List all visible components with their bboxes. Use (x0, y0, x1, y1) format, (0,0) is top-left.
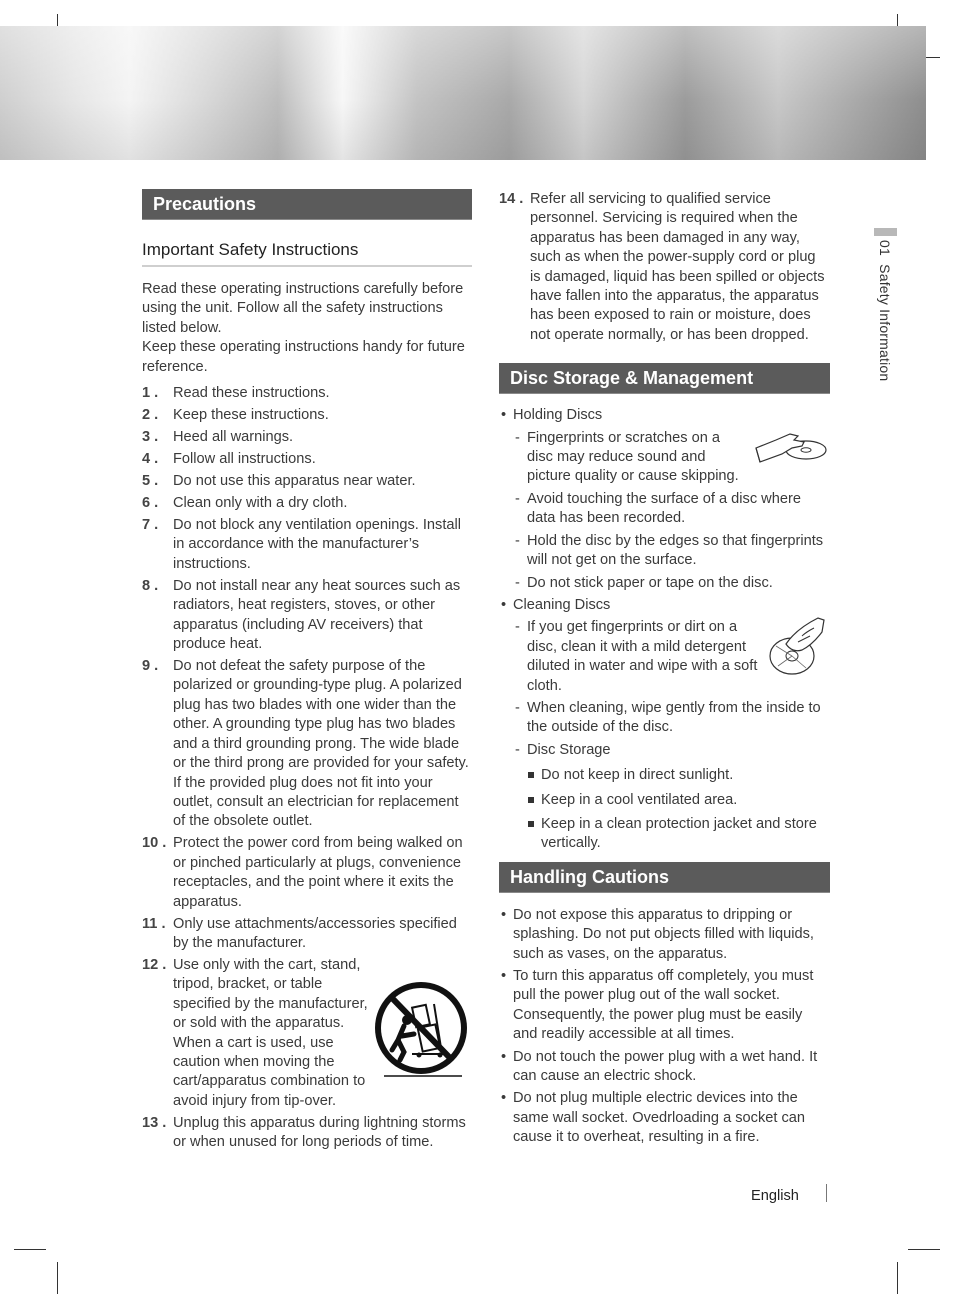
list-item (499, 406, 830, 593)
footer-language: English (751, 1188, 799, 1204)
item-text: Refer all servicing to qualified service personnel. Servicing is required when the apparatus has been damaged in any way, such as when the power-supply cord or plug is damaged, liquid has been spilled or objects have fallen into the apparatus, the apparatus has been exposed to rain or moisture, does not operate normally, or has been dropped. (530, 191, 825, 343)
list-item (513, 618, 830, 696)
list-item (513, 741, 830, 854)
disc-storage-title: Disc Storage & Management (499, 363, 830, 394)
disc-list (499, 406, 830, 854)
chapter-tab-marker (874, 228, 897, 236)
list-item (499, 1048, 830, 1087)
list-item (499, 596, 830, 854)
chapter-number: 01 (877, 240, 893, 256)
intro-paragraph: Keep these operating instructions handy for future reference. (142, 339, 465, 375)
crop-mark (14, 1249, 46, 1250)
item-number: 14 . (499, 191, 524, 207)
item-number: 9 . (142, 658, 159, 675)
list-item (513, 699, 830, 738)
list-item (499, 906, 830, 964)
item-number: 11 . (142, 915, 166, 932)
item-text: Heed all warnings. (173, 429, 294, 446)
item-text: Do not defeat the safety purpose of the polarized or grounding-type plug. A polarized plug has two blades with one wider than the other. A grounding type plug has two blades and a third grounding prong. The wide blade or the third prong are provided for your safety. If the provided plug does not fit into your outlet, consult an electrician for replacement of the obsolete outlet. (173, 658, 469, 830)
right-column (499, 190, 830, 1151)
crop-mark (57, 1262, 58, 1294)
footer-divider (826, 1184, 827, 1202)
item-text: Do not block any ventilation openings. Install in accordance with the manufacturer’s instructions. (173, 517, 461, 572)
list-item (142, 406, 472, 425)
item-text: Do not install near any heat sources such as radiators, heat registers, stoves, or other apparatus (including AV receivers) that produce heat. (173, 577, 461, 653)
safety-list-continued (499, 190, 830, 345)
item-text: Do not expose this apparatus to dripping or splashing. Do not put objects filled with liquids, such as vases, on the apparatus. (513, 906, 814, 962)
list-item (142, 834, 472, 912)
item-number: 6 . (142, 495, 159, 512)
item-text: To turn this apparatus off completely, you must pull the power plug out of the wall socket. Consequently, the power plug must be easily and readily accessible at all times. (513, 968, 814, 1043)
chapter-label (877, 240, 893, 381)
item-number: 10 . (142, 835, 167, 852)
crop-mark (897, 1262, 898, 1294)
item-text: Do not use this apparatus near water. (173, 473, 416, 490)
item-number: 12 . (142, 956, 167, 973)
item-text: Read these instructions. (173, 385, 330, 402)
list-item (513, 532, 830, 571)
disc-storage-list (527, 766, 830, 854)
header-banner (0, 26, 926, 160)
list-item (499, 1089, 830, 1147)
list-item (499, 967, 830, 1045)
list-item (142, 577, 472, 655)
list-item (527, 766, 830, 785)
item-number: 13 . (142, 1114, 167, 1131)
item-text: Keep these instructions. (173, 407, 329, 424)
list-item (513, 490, 830, 529)
item-text: Keep in a cool ventilated area. (541, 791, 738, 808)
list-item (527, 815, 830, 854)
item-number: 5 . (142, 473, 159, 490)
list-item (527, 791, 830, 810)
safety-instructions-heading: Important Safety Instructions (142, 240, 472, 267)
list-item (142, 450, 472, 469)
item-number: 2 . (142, 407, 159, 424)
list-item (142, 516, 472, 574)
disc-storage-label: Disc Storage (527, 741, 611, 758)
list-item (499, 190, 830, 345)
handling-cautions-title: Handling Cautions (499, 862, 830, 893)
intro-paragraph: Read these operating instructions carefully before using the unit. Follow all the safety instructions listed below. (142, 281, 464, 336)
item-text: If you get fingerprints or dirt on a disc, clean it with a mild detergent diluted in water and wipe with a soft cloth. (527, 619, 758, 694)
list-item (513, 574, 830, 593)
holding-discs-label: Holding Discs (513, 407, 603, 424)
item-text: Avoid touching the surface of a disc where data has been recorded. (527, 490, 801, 527)
item-text: Do not plug multiple electric devices into the same wall socket. Ovedrloading a socket can cause it to overheat, resulting in a fire. (513, 1090, 806, 1146)
disc-cleaning-icon (766, 614, 830, 684)
list-item (142, 956, 472, 1111)
crop-mark (908, 1249, 940, 1250)
item-text: Unplug this apparatus during lightning storms or when unused for long periods of time. (173, 1114, 466, 1151)
item-text: Keep in a clean protection jacket and store vertically. (541, 815, 817, 852)
left-column (142, 189, 472, 1155)
precautions-title: Precautions (142, 189, 472, 220)
item-number: 8 . (142, 577, 159, 594)
item-text: Use only with the cart, stand, tripod, bracket, or table specified by the manufacturer, or sold with the apparatus. When a cart is used, use caution when moving the cart/apparatus combination to avoid injury from tip-over. (173, 956, 368, 1109)
item-text: Follow all instructions. (173, 451, 316, 468)
list-item (142, 472, 472, 491)
list-item (142, 428, 472, 447)
item-number: 4 . (142, 451, 159, 468)
item-number: 3 . (142, 429, 159, 446)
list-item (142, 915, 472, 954)
cart-warning-icon (374, 978, 472, 1084)
item-text: Do not stick paper or tape on the disc. (527, 574, 773, 591)
item-text: Protect the power cord from being walked on or pinched particularly at plugs, convenience receptacles, and the point where it exits the apparatus. (173, 835, 463, 910)
list-item (513, 429, 830, 487)
item-text: Clean only with a dry cloth. (173, 495, 348, 512)
item-text: Do not keep in direct sunlight. (541, 767, 734, 784)
item-text: Hold the disc by the edges so that fingerprints will not get on the surface. (527, 532, 824, 569)
handling-list (499, 906, 830, 1148)
cleaning-discs-label: Cleaning Discs (513, 596, 611, 613)
item-text: Do not touch the power plug with a wet hand. It can cause an electric shock. (513, 1048, 818, 1085)
hand-holding-disc-icon (754, 426, 830, 474)
cleaning-discs-list (513, 618, 830, 853)
safety-list (142, 384, 472, 1153)
item-text: When cleaning, wipe gently from the inside to the outside of the disc. (527, 699, 821, 736)
item-text: Fingerprints or scratches on a disc may reduce sound and picture quality or cause skipping. (527, 429, 739, 485)
item-text: Only use attachments/accessories specified by the manufacturer. (173, 915, 457, 951)
list-item (142, 657, 472, 832)
list-item (142, 384, 472, 403)
item-number: 1 . (142, 385, 159, 402)
holding-discs-list (513, 429, 830, 593)
list-item (142, 494, 472, 513)
item-number: 7 . (142, 517, 159, 534)
list-item (142, 1114, 472, 1153)
chapter-title: Safety Information (877, 264, 893, 382)
